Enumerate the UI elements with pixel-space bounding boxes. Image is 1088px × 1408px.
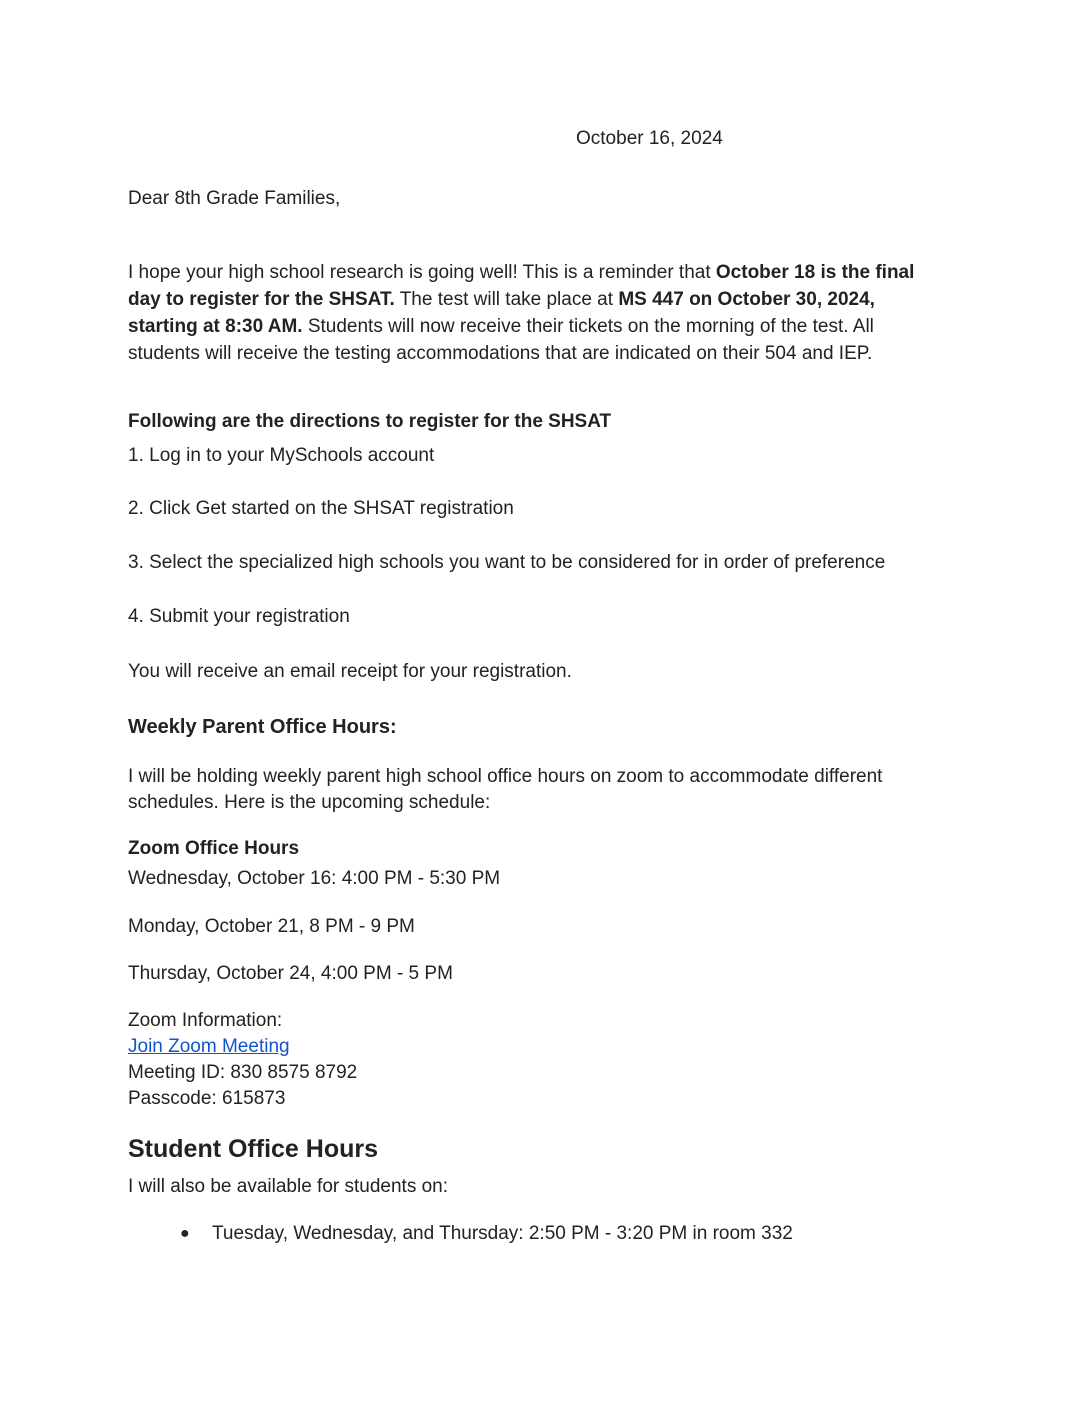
meeting-id: Meeting ID: 830 8575 8792 bbox=[128, 1062, 358, 1083]
receipt-note: You will receive an email receipt for your registration. bbox=[128, 661, 572, 682]
weekly-hours-heading: Weekly Parent Office Hours: bbox=[128, 716, 397, 738]
letter-date: October 16, 2024 bbox=[576, 128, 723, 149]
weekly-hours-intro: I will be holding weekly parent high school office hours on zoom to accommodate different schedules. Here is the upcoming schedule: bbox=[128, 766, 883, 813]
student-hours-heading: Student Office Hours bbox=[128, 1135, 379, 1163]
intro-test-details: MS 447 on October 30, 2024, starting at 8:30 AM. bbox=[128, 289, 875, 337]
step-4: 4. Submit your registration bbox=[128, 606, 350, 627]
bullet-icon: ● bbox=[180, 1225, 190, 1242]
zoom-session-3: Thursday, October 24, 4:00 PM - 5 PM bbox=[128, 963, 453, 984]
passcode: Passcode: 615873 bbox=[128, 1088, 286, 1109]
zoom-session-2: Monday, October 21, 8 PM - 9 PM bbox=[128, 916, 415, 937]
salutation: Dear 8th Grade Families, bbox=[128, 188, 341, 209]
step-3: 3. Select the specialized high schools you want to be considered for in order of preference bbox=[128, 552, 886, 573]
student-hours-item: Tuesday, Wednesday, and Thursday: 2:50 PM - 3:20 PM in room 332 bbox=[212, 1223, 793, 1244]
intro-paragraph bbox=[128, 259, 943, 367]
zoom-session-1: Wednesday, October 16: 4:00 PM - 5:30 PM bbox=[128, 868, 501, 889]
student-hours-intro: I will also be available for students on: bbox=[128, 1176, 449, 1197]
intro-text-1: I hope your high school research is going well! This is a reminder that bbox=[128, 262, 716, 283]
join-zoom-link[interactable]: Join Zoom Meeting bbox=[128, 1036, 290, 1057]
step-2: 2. Click Get started on the SHSAT registration bbox=[128, 498, 514, 519]
intro-text-3: Students will now receive their tickets on the morning of the test. All students will receive the testing accommodations that are indicated on their 504 and IEP. bbox=[128, 316, 874, 364]
intro-text-2: The test will take place at bbox=[394, 289, 619, 310]
intro-deadline: October 18 is the final day to register for the SHSAT. bbox=[128, 262, 915, 310]
directions-heading: Following are the directions to register for the SHSAT bbox=[128, 411, 612, 432]
step-1: 1. Log in to your MySchools account bbox=[128, 445, 435, 466]
zoom-info-label: Zoom Information: bbox=[128, 1010, 283, 1031]
zoom-hours-heading: Zoom Office Hours bbox=[128, 838, 300, 859]
